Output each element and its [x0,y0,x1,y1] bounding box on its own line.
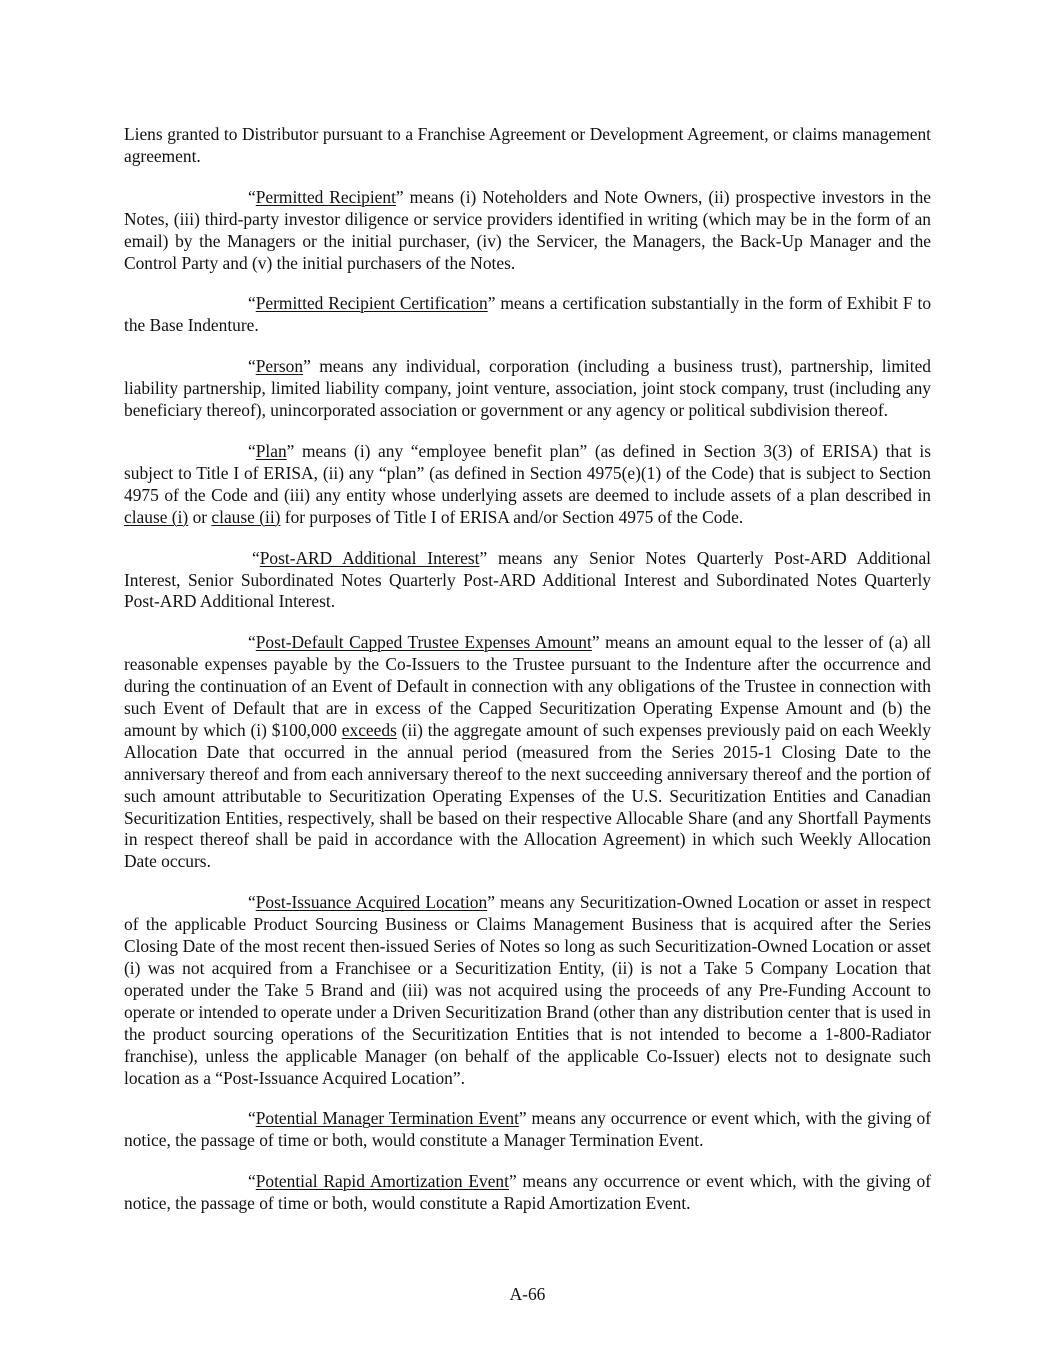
defined-term: Permitted Recipient [255,186,396,207]
definition-permitted-recipient: “Permitted Recipient” means (i) Noteholders and Note Owners, (ii) prospective investors in the Notes, (iii) third-party investor diligence or service providers identified in writing (which may be in the form of an email) by the Managers or the initial purchaser, (iv) the Servicer, the Managers, the Back-Up Manager and the Control Party and (v) the initial purchasers of the Notes. [124,186,931,273]
definition-text: means (i) Noteholders and Note Owners, (ii) prospective investors in the Notes, (iii) third-party investor diligence or service providers identified in writing (which may be in the form of an email) by the Managers or the initial purchaser, (iv) the Servicer, the Managers, the Back-Up Manager and the Control Party and (v) the initial purchasers of the Notes. [124,186,931,273]
definition-post-issuance-acquired-location: “Post-Issuance Acquired Location” means any Securitization-Owned Location or asset in respect of the applicable Product Sourcing Business or Claims Management Business that is acquired after the Series Closing Date of the most recent then-issued Series of Notes so long as such Securitization-Owned Location or asset (i) was not acquired from a Franchisee or a Securitization Entity, (ii) is not a Take 5 Company Location that operated under the Take 5 Brand and (iii) was not acquired using the proceeds of any Pre-Funding Account to operate or intended to operate under a Driven Securitization Brand (other than any distribution center that is used in the product sourcing operations of the Securitization Entities that is not intended to become a 1-800-Radiator franchise), unless the applicable Manager (on behalf of the applicable Co-Issuer) elects not to designate such location as a “Post-Issuance Acquired Location”. [124,892,931,1088]
definition-text: means a certification substantially in the form of Exhibit F to the Base Indenture. [124,293,932,336]
definition-post-default-capped-trustee-expenses-amount: “Post-Default Capped Trustee Expenses Amount” means an amount equal to the lesser of (a) all reasonable expenses payable by the Co-Issuers to the Trustee pursuant to the Indenture after the occurrence and during the continuation of an Event of Default in connection with any obligations of the Trustee in connection with such Event of Default that are in excess of the Capped Securitization Operating Expense Amount and (b) the amount by which (i) $100,000 exceeds (ii) the aggregate amount of such expenses previously paid on each Weekly Allocation Date that occurred in the annual period (measured from the Series 2015-1 Closing Date to the anniversary thereof and from each anniversary thereof to the next succeeding anniversary thereof and the portion of such amount attributable to Securitization Operating Expenses of the U.S. Securitization Entities and Canadian Securitization Entities, respectively, shall be based on their respective Allocable Share (and any Shortfall Payments in respect thereof shall be paid in accordance with the Allocation Agreement) in which such Weekly Allocation Date occurs. [124,632,931,872]
definition-text: means any occurrence or event which, with the giving of notice, the passage of time or both, would constitute a Rapid Amortization Event. [124,1171,931,1214]
defined-term: Post-Default Capped Trustee Expenses Amount [255,632,592,653]
defined-term: Post-ARD Additional Interest [259,547,480,568]
clause-reference: clause (ii) [211,506,281,527]
definition-text: means any Securitization-Owned Location or asset in respect of the applicable Product Sourcing Business or Claims Management Business that is acquired after the Series Closing Date of the most recent then-issued Series of Notes so long as such Securitization-Owned Location or asset (i) was not acquired from a Franchisee or a Securitization Entity, (ii) is not a Take 5 Company Location that operated under the Take 5 Brand and (iii) was not acquired using the proceeds of any Pre-Funding Account to operate or intended to operate under a Driven Securitization Brand (other than any distribution center that is used in the product sourcing operations of the Securitization Entities that is not intended to become a 1-800-Radiator franchise), unless the applicable Manager (on behalf of the applicable Co-Issuer) elects not to designate such location as a “Post-Issuance Acquired Location”. [124,892,931,1088]
definition-permitted-recipient-certification: “Permitted Recipient Certification” means a certification substantially in the form of Exhibit F to the Base Indenture. [124,293,932,336]
defined-term: Potential Rapid Amortization Event [255,1171,509,1192]
definition-text: or [188,506,212,527]
definition-text: means any individual, corporation (including a business trust), partnership, limited liability partnership, limited liability company, joint venture, association, joint stock company, trust (including any beneficiary thereof), unincorporated association or government or any agency or political subdivision thereof. [124,356,931,421]
defined-term: Post-Issuance Acquired Location [255,892,488,913]
definition-text: means an amount equal to the lesser of (a) all reasonable expenses payable by the Co-Issuers to the Trustee pursuant to the Indenture after the occurrence and during the continuation of an Event of Default in connection with any obligations of the Trustee in connection with such Event of Default that are in excess of the Capped Securitization Operating Expense Amount and (b) the amount by which (i) $100,000 [124,632,931,740]
definition-text: means (i) any “employee benefit plan” (as defined in Section 3(3) of ERISA) that is subject to Title I of ERISA, (ii) any “plan” (as defined in Section 4975(e)(1) of the Code) that is subject to Section 4975 of the Code and (iii) any entity whose underlying assets are deemed to include assets of a plan described in [124,440,931,505]
definition-text: means any Senior Notes Quarterly Post-ARD Additional Interest, Senior Subordinated Notes Quarterly Post-ARD Additional Interest and Subordinated Notes Quarterly Post-ARD Additional Interest. [124,547,931,612]
definition-text: (ii) the aggregate amount of such expenses previously paid on each Weekly Allocation Date that occurred in the annual period (measured from the Series 2015-1 Closing Date to the anniversary thereof and from each anniversary thereof to the next succeeding anniversary thereof and the portion of such amount attributable to Securitization Operating Expenses of the U.S. Securitization Entities and Canadian Securitization Entities, respectively, shall be based on their respective Allocable Share (and any Shortfall Payments in respect thereof shall be paid in accordance with the Allocation Agreement) in which such Weekly Allocation Date occurs. [124,719,931,872]
definition-post-ard-additional-interest: “Post-ARD Additional Interest” means any Senior Notes Quarterly Post-ARD Additional Interest, Senior Subordinated Notes Quarterly Post-ARD Additional Interest and Subordinated Notes Quarterly Post-ARD Additional Interest. [124,547,931,612]
document-page [124,124,931,1234]
definition-text: for purposes of Title I of ERISA and/or Section 4975 of the Code. [280,506,744,527]
continuation-paragraph: Liens granted to Distributor pursuant to a Franchise Agreement or Development Agreement, or claims management agreement. [124,124,931,166]
emphasized-word: exceeds [341,719,397,740]
defined-term: Plan [255,440,287,461]
definition-potential-manager-termination-event: “Potential Manager Termination Event” means any occurrence or event which, with the giving of notice, the passage of time or both, would constitute a Manager Termination Event. [124,1108,931,1151]
defined-term: Potential Manager Termination Event [255,1108,519,1129]
definition-plan: “Plan” means (i) any “employee benefit plan” (as defined in Section 3(3) of ERISA) that is subject to Title I of ERISA, (ii) any “plan” (as defined in Section 4975(e)(1) of the Code) that is subject to Section 4975 of the Code and (iii) any entity whose underlying assets are deemed to include assets of a plan described in clause (i) or clause (ii) for purposes of Title I of ERISA and/or Section 4975 of the Code. [124,440,931,527]
defined-term: Person [255,356,304,377]
definition-potential-rapid-amortization-event: “Potential Rapid Amortization Event” means any occurrence or event which, with the giving of notice, the passage of time or both, would constitute a Rapid Amortization Event. [124,1171,931,1214]
definition-text: means any occurrence or event which, with the giving of notice, the passage of time or both, would constitute a Manager Termination Event. [124,1108,931,1151]
page-number: A-66 [509,1284,546,1304]
clause-reference: clause (i) [124,506,189,527]
defined-term: Permitted Recipient Certification [255,293,488,314]
definition-person: “Person” means any individual, corporation (including a business trust), partnership, limited liability partnership, limited liability company, joint venture, association, joint stock company, trust (including any beneficiary thereof), unincorporated association or government or any agency or political subdivision thereof. [124,356,931,421]
